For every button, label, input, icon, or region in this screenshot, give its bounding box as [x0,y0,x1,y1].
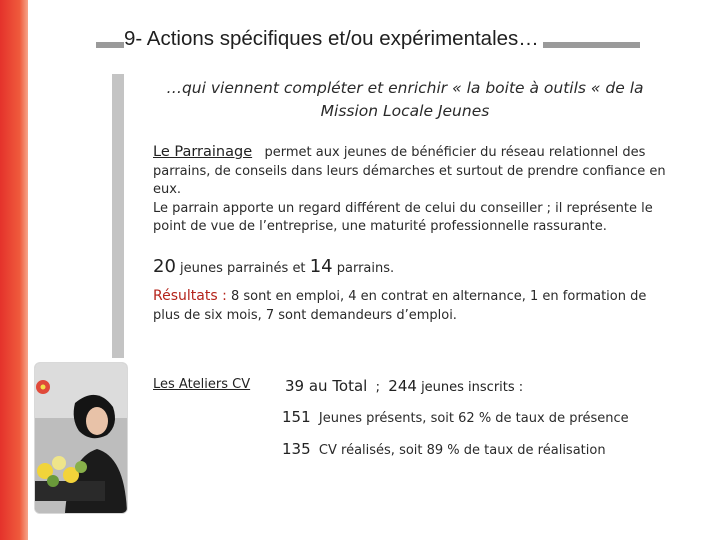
ateliers-presents-row [282,408,629,426]
slide-title: 9- Actions spécifiques et/ou expérimentales… [124,27,543,51]
left-red-band [0,0,28,540]
ateliers-realises-label: CV réalisés, soit 89 % de taux de réalisation [318,443,606,458]
parrainage-label: Le Parrainage [153,144,253,160]
ateliers-presents-label: Jeunes présents, soit 62 % de taux de présence [318,411,629,426]
parrainage-text-2: Le parrain apporte un regard différent de celui du conseiller ; il représente le point de vue de l’entreprise, une maturité professionnelle rassurante. [153,200,653,234]
ateliers-separator: ; [375,380,381,395]
ateliers-inscrits-label: jeunes inscrits : [421,380,524,395]
stat-parraines-label: jeunes parrainés et [180,261,306,276]
stat-parrains: 14 [309,256,333,277]
ateliers-inscrits: 244 [388,377,417,395]
parrainage-paragraph [153,143,673,237]
person-with-flowers-photo [34,362,128,514]
resultats-text: 8 sont en emploi, 4 en contrat en alternance, 1 en formation de plus de six mois, 7 sont demandeurs d’emploi. [153,289,647,323]
slide-subtitle: …qui viennent compléter et enrichir « la boite à outils « de la Mission Locale Jeunes [166,79,644,120]
vertical-accent-bar [112,74,124,358]
stat-parraines: 20 [153,256,176,277]
ateliers-realises-row [282,440,606,458]
ateliers-realises: 135 [282,440,311,458]
parrainage-stats [153,258,673,279]
resultats-label: Résultats : [153,288,227,304]
ateliers-total: 39 au Total [285,377,368,395]
ateliers-presents: 151 [282,408,311,426]
parrainage-text-1: permet aux jeunes de bénéficier du réseau relationnel des parrains, de conseils dans leurs démarches et surtout de prendre confiance en eux. [153,145,666,197]
ateliers-cv-row [153,377,524,395]
resultats-paragraph [153,287,673,325]
photo-illustration [35,363,127,513]
stat-parrains-label: parrains. [336,261,395,276]
ateliers-stats [285,377,523,395]
ateliers-label: Les Ateliers CV [153,377,251,392]
